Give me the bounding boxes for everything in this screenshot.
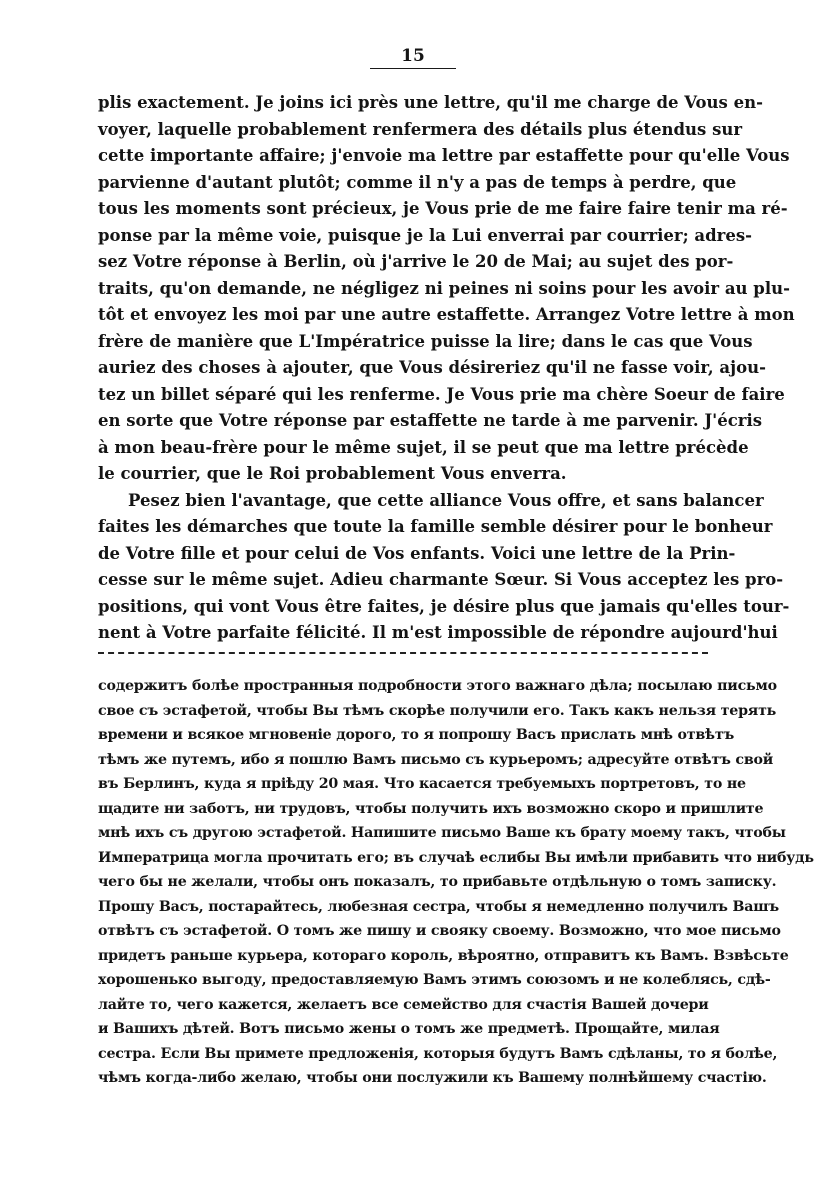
french-line: Pesez bien l'avantage, que cette alliance Vous offre, et sans balancer — [128, 490, 764, 510]
russian-line: тѣмъ же путемъ, ибо я пошлю Вамъ письмо съ курьеромъ; адресуйте отвѣтъ свой — [98, 751, 774, 768]
french-line: faites les démarches que toute la famille semble désirer pour le bonheur — [98, 517, 773, 536]
russian-line: Императрица могла прочитать его; въ случаѣ еслибы Вы имѣли прибавить что нибудь — [98, 849, 814, 866]
french-line: en sorte que Votre réponse par estaffette ne tarde à me parvenir. J'écris — [98, 411, 763, 430]
russian-line: свое съ эстафетой, чтобы Вы тѣмъ скорѣе получили его. Такъ какъ нельзя терять — [98, 702, 777, 719]
russian-line: Прошу Васъ, постарайтесь, любезная сестра, чтобы я немедленно получилъ Вашъ — [98, 898, 779, 915]
header-rule — [370, 68, 456, 69]
russian-line: времени и всякое мгновеніе дорого, то я попрошу Васъ прислать мнѣ отвѣтъ — [98, 727, 735, 743]
french-line: plis exactement. Je joins ici près une lettre, qu'il me charge de Vous en- — [98, 93, 763, 112]
french-line: tous les moments sont précieux, je Vous prie de me faire faire tenir ma ré- — [98, 199, 788, 218]
french-line: auriez des choses à ajouter, que Vous désireriez qu'il ne fasse voir, ajou- — [98, 358, 766, 377]
french-line: à mon beau-frère pour le même sujet, il se peut que ma lettre précède — [98, 437, 749, 457]
russian-line: мнѣ ихъ съ другою эстафетой. Напишите письмо Ваше къ брату моему такъ, чтобы — [98, 825, 786, 841]
french-line: positions, qui vont Vous être faites, je désire plus que jamais qu'elles tour- — [98, 596, 790, 616]
section-divider — [98, 652, 708, 654]
russian-line: сестра. Если Вы примете предложенія, которыя будутъ Вамъ сдѣланы, то я болѣе, — [98, 1045, 778, 1062]
french-line: tôt et envoyez les moi par une autre estaffette. Arrangez Votre lettre à mon — [98, 305, 795, 324]
french-line: nent à Votre parfaite félicité. Il m'est impossible de répondre aujourd'hui — [98, 623, 778, 642]
french-line: ponse par la même voie, puisque je la Lui enverrai par courrier; adres- — [98, 225, 752, 245]
french-line: sez Votre réponse à Berlin, où j'arrive le 20 de Mai; au sujet des por- — [98, 252, 734, 271]
french-line: voyer, laquelle probablement renfermera des détails plus étendus sur — [98, 119, 743, 139]
russian-line: содержитъ болѣе пространныя подробности этого важнаго дѣла; посылаю письмо — [98, 678, 777, 694]
russian-line: въ Берлинъ, куда я пріѣду 20 мая. Что касается требуемыхъ портретовъ, то не — [98, 776, 746, 792]
russian-text-block — [98, 674, 814, 1091]
french-line: cette importante affaire; j'envoie ma lettre par estaffette pour qu'elle Vous — [98, 146, 790, 165]
russian-line: щадите ни заботъ, ни трудовъ, чтобы получить ихъ возможно скоро и пришлите — [98, 800, 764, 817]
french-line: de Votre fille et pour celui de Vos enfants. Voici une lettre de la Prin- — [98, 543, 736, 563]
french-line: cesse sur le même sujet. Adieu charmante Sœur. Si Vous acceptez les pro- — [98, 570, 784, 589]
russian-line: и Вашихъ дѣтей. Вотъ письмо жены о томъ же предметѣ. Прощайте, милая — [98, 1021, 720, 1037]
french-line: frère de manière que L'Impératrice puisse la lire; dans le cas que Vous — [98, 331, 753, 351]
french-line: tez un billet séparé qui les renferme. Je Vous prie ma chère Soeur de faire — [98, 384, 785, 404]
russian-line: хорошенько выгоду, предоставляемую Вамъ этимъ союзомъ и не колеблясь, сдѣ- — [98, 972, 771, 988]
russian-line: придетъ раньше курьера, котораго король, вѣроятно, отправитъ къ Вамъ. Взвѣсьте — [98, 947, 789, 964]
french-line: traits, qu'on demande, ne négligez ni peines ni soins pour les avoir au plu- — [98, 278, 790, 298]
page-number: 15 — [401, 46, 425, 66]
russian-line: лайте то, чего кажется, желаетъ все семейство для счастія Вашей дочери — [98, 996, 709, 1013]
french-line: parvienne d'autant plutôt; comme il n'y a pas de temps à perdre, que — [98, 172, 737, 192]
russian-line: чѣмъ когда-либо желаю, чтобы они послужили къ Вашему полнѣйшему счастію. — [98, 1070, 767, 1086]
russian-line: чего бы не желали, чтобы онъ показалъ, то прибавьте отдѣльную о томъ записку. — [98, 874, 777, 890]
french-line: le courrier, que le Roi probablement Vous enverra. — [98, 464, 567, 483]
russian-line: отвѣтъ съ эстафетой. О томъ же пишу и свояку своему. Возможно, что мое письмо — [98, 923, 781, 939]
french-text-block — [98, 90, 795, 647]
